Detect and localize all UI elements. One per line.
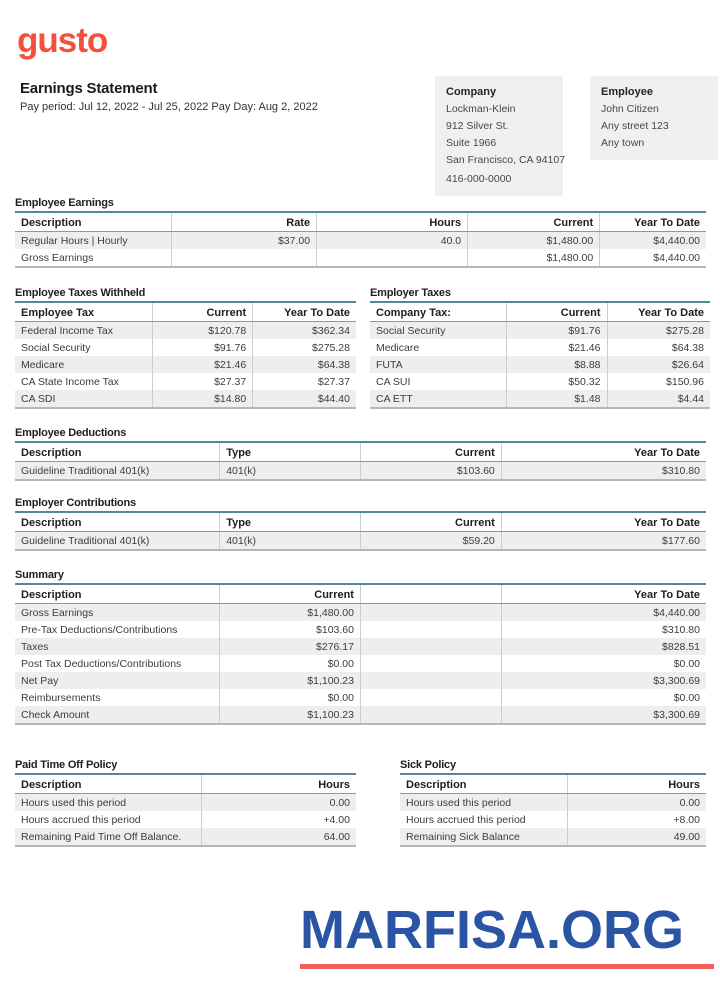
- table-cell: [360, 672, 501, 689]
- table-row: [400, 828, 706, 846]
- table-cell: Hours accrued this period: [21, 813, 141, 826]
- company-street: 912 Silver St.: [446, 120, 509, 132]
- section-title: Employee Earnings: [15, 197, 114, 209]
- table-row: [15, 356, 356, 373]
- employee-taxes-table-container: [15, 301, 356, 409]
- column-header: Current: [360, 512, 501, 532]
- table-cell: +8.00: [567, 811, 706, 828]
- employee-label: Employee: [601, 86, 653, 98]
- table-header-row: [15, 302, 356, 322]
- table-header-row: [15, 442, 706, 462]
- table-cell: Federal Income Tax: [15, 322, 152, 340]
- table-row: [15, 655, 706, 672]
- table-cell: 0.00: [201, 794, 356, 812]
- table-cell: $103.60: [360, 462, 501, 481]
- table-row: [15, 249, 706, 267]
- table-row: [15, 828, 356, 846]
- employer-taxes-section: [370, 287, 710, 409]
- table-cell: $310.80: [501, 462, 706, 481]
- employer_contributions-table: [15, 511, 706, 551]
- table-cell: $50.32: [507, 373, 607, 390]
- table-cell: CA SDI: [15, 390, 152, 408]
- column-header: Hours: [567, 774, 706, 794]
- company-city: San Francisco, CA 94107: [446, 154, 566, 166]
- employee-deductions-table-container: [15, 441, 706, 481]
- gusto-logo: gusto: [17, 21, 108, 60]
- table-row: [15, 794, 356, 812]
- section-title: Employer Taxes: [370, 287, 451, 299]
- table-cell: $26.64: [607, 356, 710, 373]
- column-header: Current: [468, 212, 600, 232]
- table-cell: Hours accrued this period: [406, 813, 526, 826]
- table-cell: CA State Income Tax: [21, 375, 119, 388]
- company-phone: 416-000-0000: [446, 173, 512, 185]
- column-header: Description: [15, 584, 220, 604]
- table-row: [370, 339, 710, 356]
- pto-table: [15, 773, 356, 847]
- table-cell: Remaining Sick Balance: [400, 828, 567, 846]
- table-cell: Gross Earnings: [15, 604, 220, 622]
- table-row: [15, 390, 356, 408]
- section-title: Employer Contributions: [15, 497, 136, 509]
- column-header: Year To Date: [501, 512, 706, 532]
- marfisa-watermark-text: MARFISA.ORG: [300, 900, 684, 960]
- table-cell: CA SUI: [376, 375, 411, 388]
- table-cell: $0.00: [501, 655, 706, 672]
- column-header: Company Tax:: [370, 302, 507, 322]
- table-row: [15, 462, 706, 481]
- sick-table-container: [400, 773, 706, 847]
- table-cell: Remaining Paid Time Off Balance.: [15, 828, 201, 846]
- table-cell: $362.34: [253, 322, 356, 340]
- table-cell: $64.38: [253, 356, 356, 373]
- table-header-row: [15, 584, 706, 604]
- sick-policy-section: [400, 759, 706, 847]
- employee-town: Any town: [601, 137, 645, 149]
- summary-section: [15, 569, 706, 725]
- table-cell: $4,440.00: [600, 232, 706, 250]
- table-cell: FUTA: [370, 356, 507, 373]
- table-row: [370, 356, 710, 373]
- table-row: [400, 794, 706, 812]
- table-cell: $37.00: [172, 232, 317, 250]
- table-cell: $1,480.00: [468, 249, 600, 267]
- table-header-row: [400, 774, 706, 794]
- table-cell: [360, 604, 501, 622]
- table-cell: $4.44: [607, 390, 710, 408]
- table-cell: Regular Hours | Hourly: [15, 232, 172, 250]
- employer-taxes-table-container: [370, 301, 710, 409]
- table-cell: $1,480.00: [220, 604, 361, 622]
- column-header: Description: [400, 774, 567, 794]
- table-cell: $14.80: [152, 390, 253, 408]
- table-cell: $0.00: [501, 689, 706, 706]
- table-cell: $4,440.00: [501, 604, 706, 622]
- table-cell: $828.51: [501, 638, 706, 655]
- table-row: [15, 373, 356, 390]
- table-row: [370, 373, 710, 390]
- table-cell: $0.00: [220, 655, 361, 672]
- company-label: Company: [446, 86, 497, 98]
- table-cell: $3,300.69: [501, 706, 706, 724]
- table-cell: Net Pay: [15, 672, 220, 689]
- earnings-table: [15, 211, 706, 268]
- marfisa-watermark: [300, 902, 715, 969]
- table-cell: $120.78: [152, 322, 253, 340]
- table-row: [400, 811, 706, 828]
- table-cell: $21.46: [507, 339, 607, 356]
- table-row: [370, 322, 710, 340]
- table-cell: +4.00: [201, 811, 356, 828]
- table-cell: [360, 638, 501, 655]
- employee_deductions-table: [15, 441, 706, 481]
- table-header-row: [370, 302, 710, 322]
- table-cell: 64.00: [201, 828, 356, 846]
- table-cell: [360, 621, 501, 638]
- table-cell: $27.37: [253, 373, 356, 390]
- table-cell: $4,440.00: [600, 249, 706, 267]
- table-cell: $276.17: [220, 638, 361, 655]
- table-cell: [360, 689, 501, 706]
- column-header: Hours: [201, 774, 356, 794]
- column-header: Current: [152, 302, 253, 322]
- table-cell: Social Security: [370, 322, 507, 340]
- column-header: Year To Date: [253, 302, 356, 322]
- company-suite: Suite 1966: [446, 137, 497, 149]
- column-header: Rate: [172, 212, 317, 232]
- table-cell: $1,480.00: [468, 232, 600, 250]
- table-cell: $103.60: [220, 621, 361, 638]
- table-cell: $1,100.23: [220, 706, 361, 724]
- table-cell: $177.60: [501, 532, 706, 551]
- table-cell: 0.00: [567, 794, 706, 812]
- summary-table: [15, 583, 706, 725]
- table-row: [15, 604, 706, 622]
- table-row: [15, 322, 356, 340]
- sick-table: [400, 773, 706, 847]
- table-cell: $91.76: [152, 339, 253, 356]
- employee-taxes-section: [15, 287, 356, 409]
- page-title: Earnings Statement: [20, 80, 158, 97]
- section-title: Summary: [15, 569, 64, 581]
- table-cell: Gross Earnings: [21, 251, 94, 264]
- table-cell: Reimbursements: [21, 691, 101, 704]
- table-cell: Guideline Traditional 401(k): [15, 462, 220, 481]
- summary-table-container: [15, 583, 706, 725]
- employee-earnings-section: [15, 197, 706, 268]
- table-cell: Hours used this period: [15, 794, 201, 812]
- table-cell: Medicare: [15, 356, 152, 373]
- table-cell: $150.96: [607, 373, 710, 390]
- column-header: Current: [220, 584, 361, 604]
- employer_taxes-table: [370, 301, 710, 409]
- column-header: [360, 584, 501, 604]
- column-header: Hours: [317, 212, 468, 232]
- table-cell: $21.46: [152, 356, 253, 373]
- column-header: Year To Date: [600, 212, 706, 232]
- employee-street: Any street 123: [601, 120, 669, 132]
- table-cell: $64.38: [607, 339, 710, 356]
- column-header: Description: [15, 212, 172, 232]
- table-row: [15, 339, 356, 356]
- table-row: [15, 232, 706, 250]
- column-header: Current: [360, 442, 501, 462]
- section-title: Sick Policy: [400, 759, 456, 771]
- employer-contributions-table-container: [15, 511, 706, 551]
- table-row: [15, 638, 706, 655]
- section-title: Employee Taxes Withheld: [15, 287, 146, 299]
- table-row: [15, 706, 706, 724]
- paid-time-off-section: [15, 759, 356, 847]
- table-cell: [360, 655, 501, 672]
- employee-info-box: [590, 76, 718, 160]
- table-header-row: [15, 212, 706, 232]
- column-header: Description: [15, 512, 220, 532]
- table-cell: [360, 706, 501, 724]
- table-header-row: [15, 512, 706, 532]
- table-cell: 401(k): [220, 462, 361, 481]
- table-cell: [317, 249, 468, 267]
- column-header: Year To Date: [501, 442, 706, 462]
- table-cell: Taxes: [15, 638, 220, 655]
- table-cell: $275.28: [607, 322, 710, 340]
- table-cell: $3,300.69: [501, 672, 706, 689]
- employee-deductions-section: [15, 427, 706, 481]
- table-header-row: [15, 774, 356, 794]
- table-cell: Check Amount: [15, 706, 220, 724]
- table-cell: Social Security: [21, 341, 91, 354]
- table-row: [370, 390, 710, 408]
- marfisa-watermark-underline: [300, 964, 714, 969]
- column-header: Current: [507, 302, 607, 322]
- table-cell: Medicare: [376, 341, 420, 354]
- employee_taxes-table: [15, 301, 356, 409]
- table-cell: $0.00: [220, 689, 361, 706]
- column-header: Description: [15, 442, 220, 462]
- table-cell: $8.88: [507, 356, 607, 373]
- table-cell: Guideline Traditional 401(k): [15, 532, 220, 551]
- table-cell: 40.0: [317, 232, 468, 250]
- table-row: [15, 689, 706, 706]
- title-block: [20, 80, 318, 113]
- table-row: [15, 532, 706, 551]
- table-cell: 401(k): [220, 532, 361, 551]
- column-header: Description: [15, 774, 201, 794]
- employee-earnings-table-container: [15, 211, 706, 268]
- section-title: Paid Time Off Policy: [15, 759, 118, 771]
- column-header: Year To Date: [607, 302, 710, 322]
- table-cell: Pre-Tax Deductions/Contributions: [21, 623, 178, 636]
- column-header: Type: [220, 512, 361, 532]
- table-cell: $275.28: [253, 339, 356, 356]
- table-row: [15, 811, 356, 828]
- table-row: [15, 621, 706, 638]
- table-cell: $310.80: [501, 621, 706, 638]
- table-cell: $27.37: [152, 373, 253, 390]
- employee-name: John Citizen: [601, 103, 659, 115]
- employer-contributions-section: [15, 497, 706, 551]
- table-cell: Post Tax Deductions/Contributions: [21, 657, 182, 670]
- table-cell: [172, 249, 317, 267]
- table-cell: $1.48: [507, 390, 607, 408]
- pay-period-text: Pay period: Jul 12, 2022 - Jul 25, 2022 Pay Day: Aug 2, 2022: [20, 101, 318, 113]
- table-cell: $59.20: [360, 532, 501, 551]
- table-cell: $91.76: [507, 322, 607, 340]
- company-info-box: [435, 76, 566, 196]
- table-cell: $1,100.23: [220, 672, 361, 689]
- column-header: Employee Tax: [15, 302, 152, 322]
- column-header: Type: [220, 442, 361, 462]
- table-cell: $44.40: [253, 390, 356, 408]
- column-header: Year To Date: [501, 584, 706, 604]
- pto-table-container: [15, 773, 356, 847]
- table-cell: CA ETT: [370, 390, 507, 408]
- section-title: Employee Deductions: [15, 427, 127, 439]
- table-cell: 49.00: [567, 828, 706, 846]
- table-cell: Hours used this period: [400, 794, 567, 812]
- company-name: Lockman-Klein: [446, 103, 516, 115]
- table-row: [15, 672, 706, 689]
